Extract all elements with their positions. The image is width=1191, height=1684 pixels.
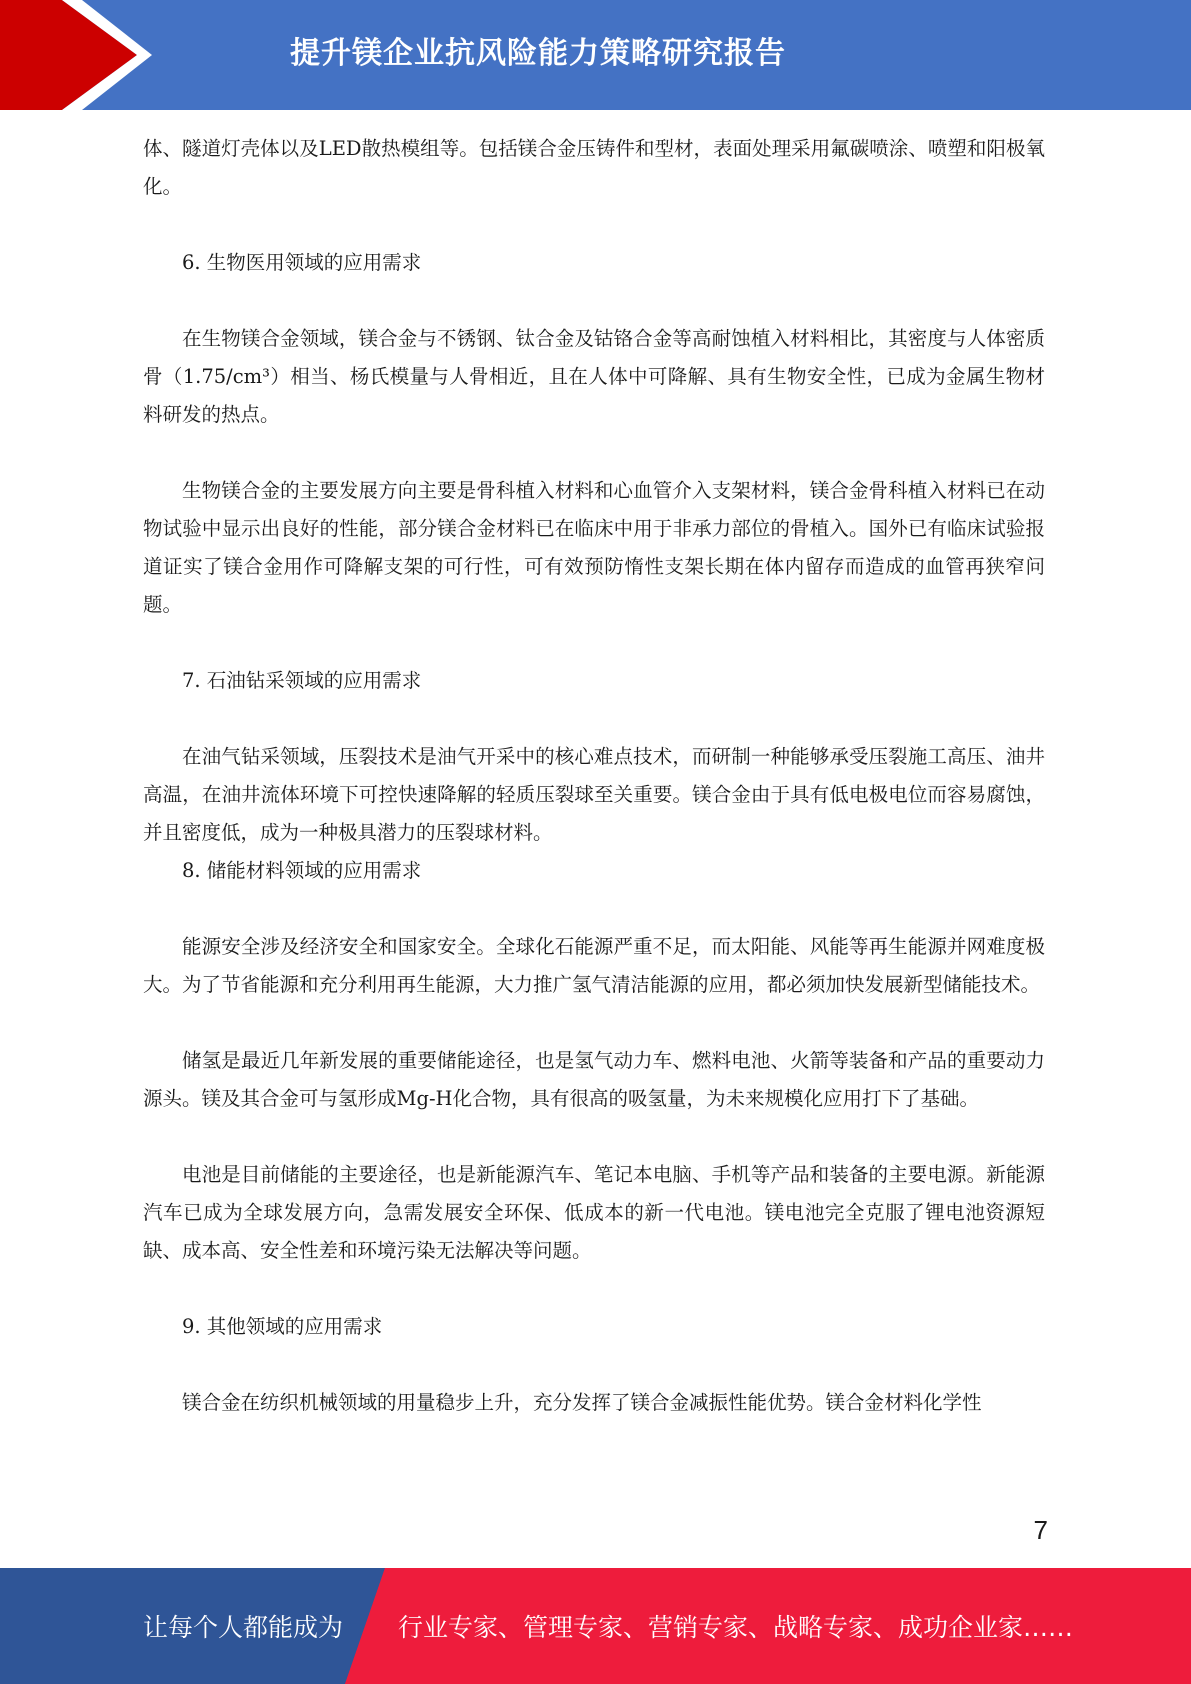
section-heading-8: 8. 储能材料领域的应用需求	[182, 859, 422, 882]
paragraph-biomedical-1: 在生物镁合金领域，镁合金与不锈钢、钛合金及钴铬合金等高耐蚀植入材料相比，其密度与人体密质骨（1.75/cm³）相当、杨氏模量与人骨相近，且在人体中可降解、具有生物安全性，已成为金属生物材料研发的热点。	[143, 327, 1045, 426]
paragraph-oil-drilling: 在油气钻采领域，压裂技术是油气开采中的核心难点技术，而研制一种能够承受压裂施工高压、油井高温，在油井流体环境下可控快速降解的轻质压裂球至关重要。镁合金由于具有低电极电位而容易腐蚀，并且密度低，成为一种极具潜力的压裂球材料。	[143, 745, 1045, 844]
page-number: 7	[1033, 1515, 1048, 1545]
section-heading-6: 6. 生物医用领域的应用需求	[182, 251, 422, 274]
page-footer	[0, 1568, 1191, 1684]
footer-slogan-left: 让每个人都能成为	[143, 1613, 344, 1642]
paragraph-energy-1: 能源安全涉及经济安全和国家安全。全球化石能源严重不足，而太阳能、风能等再生能源并网难度极大。为了节省能源和充分利用再生能源，大力推广氢气清洁能源的应用，都必须加快发展新型储能技术。	[143, 935, 1045, 996]
paragraph-continuation: 体、隧道灯壳体以及LED散热模组等。包括镁合金压铸件和型材，表面处理采用氟碳喷涂、喷塑和阳极氧化。	[143, 137, 1045, 198]
paragraph-energy-3: 电池是目前储能的主要途径，也是新能源汽车、笔记本电脑、手机等产品和装备的主要电源。新能源汽车已成为全球发展方向，急需发展安全环保、低成本的新一代电池。镁电池完全克服了锂电池资源短缺、成本高、安全性差和环境污染无法解决等问题。	[143, 1163, 1045, 1262]
section-heading-9: 9. 其他领域的应用需求	[182, 1315, 383, 1338]
paragraph-other: 镁合金在纺织机械领域的用量稳步上升，充分发挥了镁合金减振性能优势。镁合金材料化学性	[182, 1391, 982, 1414]
document-body	[143, 130, 1045, 1422]
page-header	[0, 0, 1191, 110]
footer-slogan-right: 行业专家、管理专家、营销专家、战略专家、成功企业家……	[398, 1613, 1074, 1642]
paragraph-biomedical-2: 生物镁合金的主要发展方向主要是骨科植入材料和心血管介入支架材料，镁合金骨科植入材料已在动物试验中显示出良好的性能，部分镁合金材料已在临床中用于非承力部位的骨植入。国外已有临床试验报道证实了镁合金用作可降解支架的可行性，可有效预防惰性支架长期在体内留存而造成的血管再狭窄问题。	[143, 479, 1045, 616]
header-title: 提升镁企业抗风险能力策略研究报告	[290, 36, 786, 71]
paragraph-energy-2: 储氢是最近几年新发展的重要储能途径，也是氢气动力车、燃料电池、火箭等装备和产品的重要动力源头。镁及其合金可与氢形成Mg-H化合物，具有很高的吸氢量，为未来规模化应用打下了基础。	[143, 1049, 1045, 1110]
section-heading-7: 7. 石油钻采领域的应用需求	[182, 669, 422, 692]
